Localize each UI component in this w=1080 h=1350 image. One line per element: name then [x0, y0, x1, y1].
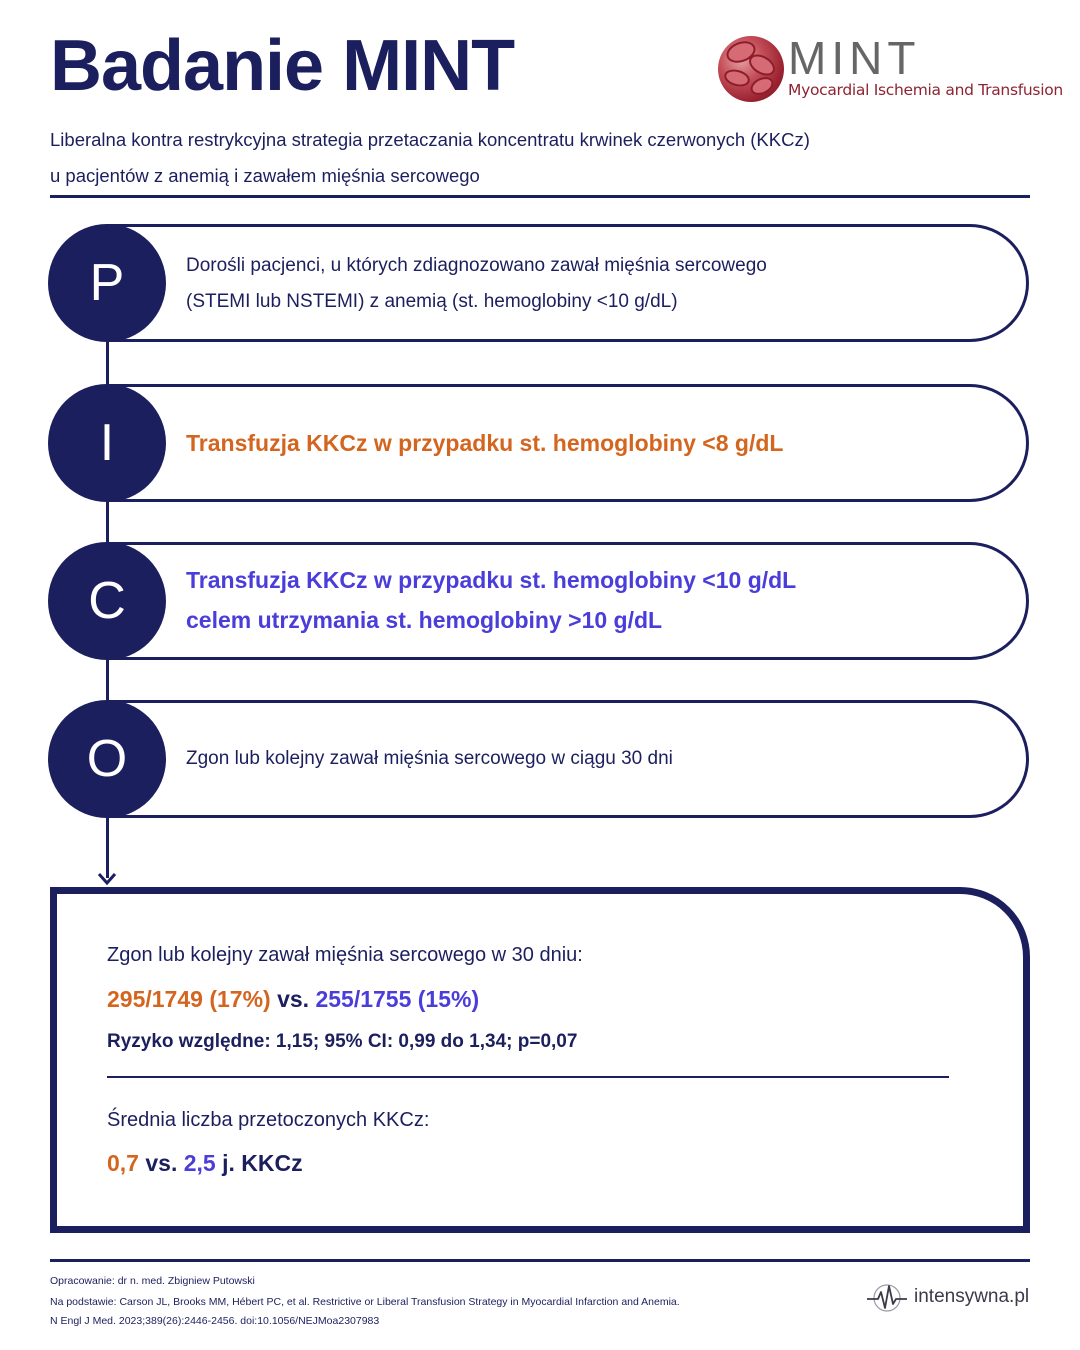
pico-c-line-2: celem utrzymania st. hemoglobiny >10 g/dL — [186, 607, 663, 633]
mint-logo — [718, 32, 1063, 106]
pico-row-c-text — [186, 560, 796, 640]
results-box — [50, 887, 1030, 1233]
pico-letter-o: O — [48, 700, 166, 818]
page-subtitle — [50, 122, 810, 194]
subtitle-line-1: Liberalna kontra restrykcyjna strategia przetaczania koncentratu krwinek czerwonych (KKCz) — [50, 129, 810, 150]
restrictive-outcome-value: 295/1749 (17%) — [107, 986, 271, 1012]
pico-row-p-text — [186, 248, 767, 320]
units-values — [107, 1150, 303, 1177]
subtitle-line-2: u pacjentów z anemią i zawałem mięśnia sercowego — [50, 165, 480, 186]
footer-divider — [50, 1259, 1030, 1262]
liberal-outcome-value: 255/1755 (15%) — [315, 986, 480, 1012]
outcome-label: Zgon lub kolejny zawał mięśnia sercowego w 30 dniu: — [107, 944, 583, 966]
pico-c-line-1: Transfuzja KKCz w przypadku st. hemoglobiny <10 g/dL — [186, 567, 797, 593]
footer-source-line-1: Na podstawie: Carson JL, Brooks MM, Hébert PC, et al. Restrictive or Liberal Transfusion Strategy in Myocardial Infarction and Anemia. — [50, 1296, 680, 1308]
logo-wordmark: MINT — [788, 32, 921, 84]
brand-logo[interactable] — [866, 1282, 1036, 1314]
blood-cells-logo-icon — [718, 36, 784, 102]
outcome-values — [107, 986, 479, 1013]
arrow-down-icon — [97, 866, 117, 886]
footer-author: Opracowanie: dr n. med. Zbigniew Putowski — [50, 1275, 255, 1287]
liberal-units-value: 2,5 — [183, 1150, 216, 1176]
units-suffix: j. KKCz — [222, 1150, 303, 1176]
pico-p-line-1: Dorośli pacjenci, u których zdiagnozowano zawał mięśnia sercowego — [186, 255, 767, 276]
logo-tagline: Myocardial Ischemia and Transfusion — [788, 81, 1063, 99]
pico-letter-p: P — [48, 224, 166, 342]
pico-letter-i: I — [48, 384, 166, 502]
outcome-vs: vs. — [277, 986, 310, 1012]
units-label: Średnia liczba przetoczonych KKCz: — [107, 1109, 430, 1131]
pico-i-line-1: Transfuzja KKCz w przypadku st. hemoglobiny <8 g/dL — [186, 430, 784, 456]
units-vs: vs. — [145, 1150, 178, 1176]
brand-name: intensywna.pl — [914, 1286, 1030, 1307]
heartbeat-icon — [866, 1282, 908, 1314]
page-title: Badanie MINT — [50, 26, 515, 106]
pico-p-line-2: (STEMI lub NSTEMI) z anemią (st. hemoglobiny <10 g/dL) — [186, 291, 678, 312]
pico-row-o-text — [186, 741, 673, 777]
footer-source-line-2: N Engl J Med. 2023;389(26):2446-2456. doi:10.1056/NEJMoa2307983 — [50, 1315, 380, 1327]
header-divider — [50, 195, 1030, 198]
results-divider — [107, 1076, 949, 1078]
relative-risk-text: Ryzyko względne: 1,15; 95% CI: 0,99 do 1,34; p=0,07 — [107, 1031, 578, 1052]
restrictive-units-value: 0,7 — [107, 1150, 139, 1176]
pico-row-i-text — [186, 423, 783, 463]
pico-o-line-1: Zgon lub kolejny zawał mięśnia sercowego w ciągu 30 dni — [186, 748, 673, 769]
pico-letter-c: C — [48, 542, 166, 660]
